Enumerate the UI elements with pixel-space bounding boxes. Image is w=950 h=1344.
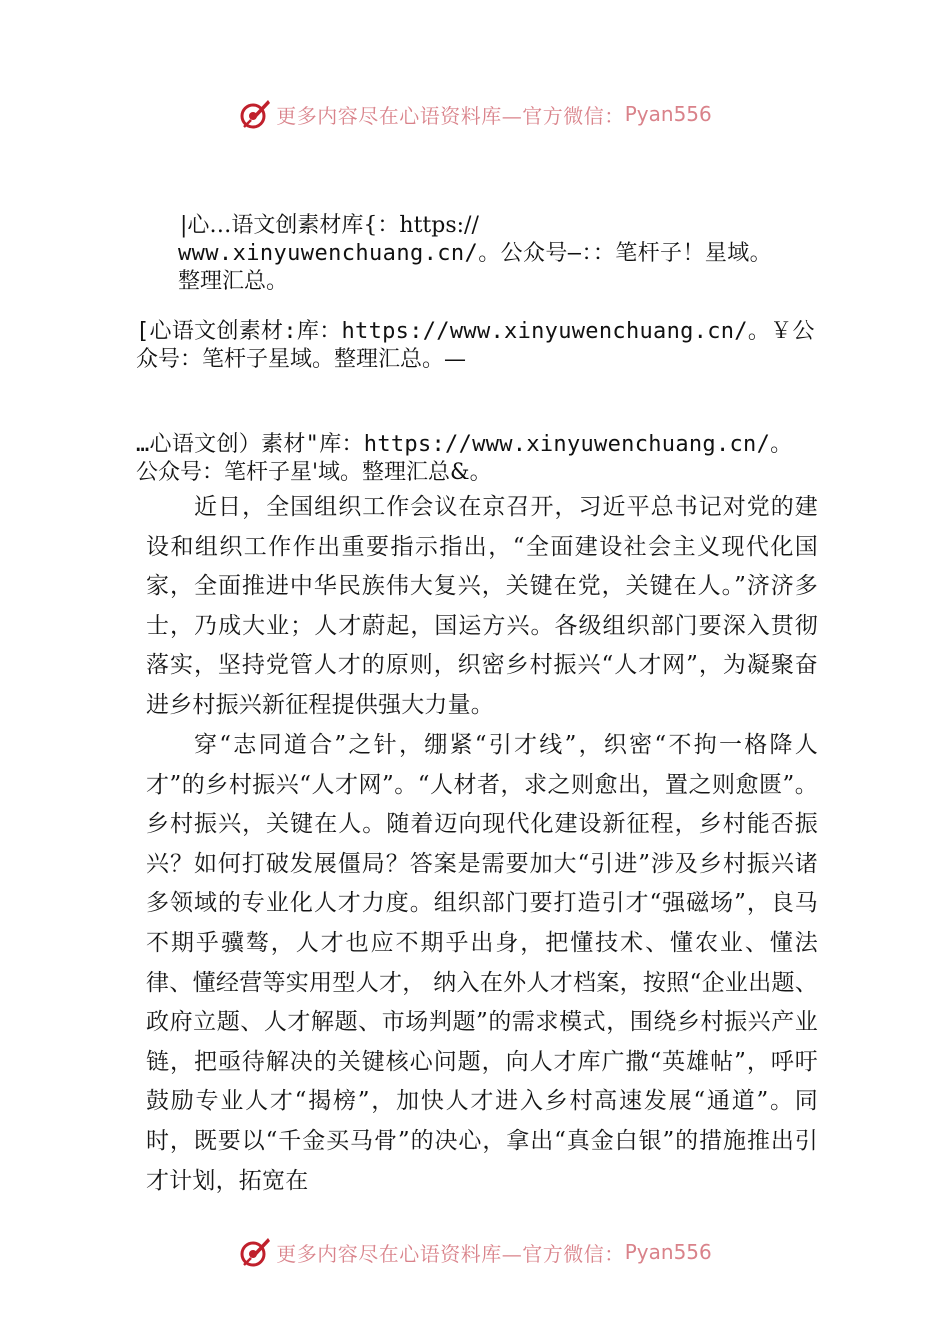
body-paragraph: 近日，全国组织工作会议在京召开，习近平总书记对党的建设和组织工作作出重要指示指出，“全面建设社会主义现代化国家，全面推进中华民族伟大复兴，关键在党，关键在人。”济济多士，乃成大业；人才蔚起，国运方兴。各级组织部门要深入贯彻落实，坚持党管人才的原则，织密乡村振兴“人才网”，为凝聚奋进乡村振兴新征程提供强大力量。 [146,494,818,718]
footer-banner [0,1232,950,1272]
note-line: 整理汇总。 [178,269,289,294]
note-line: …心语文创）素材"库：https://www.xinyuwenchuang.cn/。 [136,432,793,457]
note-line: |心…语文创素材库{：https:// [180,213,479,238]
note-line: www.xinyuwenchuang.cn/。公众号—：：笔杆子！星域。 [178,241,773,266]
banner-wechat-id: Pyan556 [624,1240,712,1264]
body-paragraph: 穿“志同道合”之针，绷紧“引才线”，织密“不拘一格降人才”的乡村振兴“人才网”。“人材者，求之则愈出，置之则愈匮”。乡村振兴，关键在人。随着迈向现代化建设新征程，乡村能否振兴？如何打破发展僵局？答案是需要加大“引进”涉及乡村振兴诸多领域的专业化人才力度。组织部门要打造引才“强磁场”，良马不期乎骥骜，人才也应不期乎出身，把懂技术、懂农业、懂法律、懂经营等实用型人才， 纳入在外人才档案，按照“企业出题、政府立题、人才解题、市场判题”的需求模式，围绕乡村振兴产业链，把亟待解决的关键核心问题，向人才库广撒“英雄帖”，呼吁鼓励专业人才“揭榜”，加快人才进入乡村高速发展“通道”。同时，既要以“千金买马骨”的决心，拿出“真金白银”的措施推出引才计划，拓宽在 [146,732,818,1194]
banner-text: 更多内容尽在心语资料库—官方微信： [276,1241,625,1266]
quill-logo-icon [238,1235,272,1269]
note-line: 公众号：笔杆子星'域。整理汇总&。 [136,460,492,485]
note-line: [心语文创素材:库：https://www.xinyuwenchuang.cn/。￥公 [136,319,815,344]
note-line: 众号：笔杆子星域。整理汇总。— [136,347,467,372]
quill-logo-icon [238,97,272,131]
banner-wechat-id: Pyan556 [624,102,712,126]
header-banner [0,94,950,134]
banner-text: 更多内容尽在心语资料库—官方微信： [276,103,625,128]
